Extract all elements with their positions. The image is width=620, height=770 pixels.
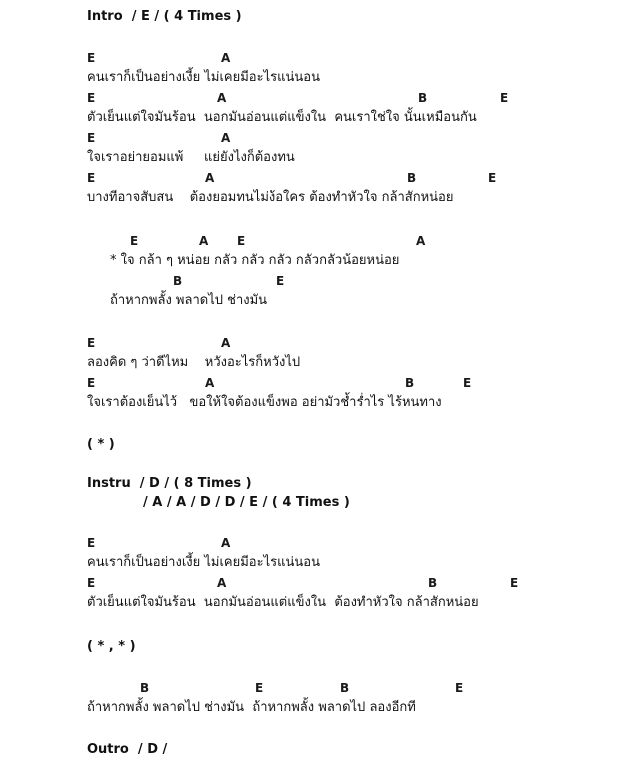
chord-symbol: E xyxy=(87,171,96,185)
lyric-line: * ใจ กล้า ๆ หน่อย กลัว กลัว กลัว กลัวกลัวน้อยหน่อย xyxy=(110,253,400,268)
chord-symbol: E xyxy=(87,536,96,550)
instrumental-progression: / A / A / D / D / E / ( 4 Times ) xyxy=(143,495,350,510)
chord-symbol: B xyxy=(428,576,438,590)
chord-symbol: B xyxy=(407,171,417,185)
chord-symbol: B xyxy=(405,376,415,390)
chord-symbol: A xyxy=(205,376,215,390)
chord-symbol: E xyxy=(500,91,509,105)
chord-symbol: A xyxy=(221,536,231,550)
lyric-line: ใจเราต้องเย็นไว้ ขอให้ใจต้องแข็งพอ อย่ามัวช้ำร่ำไร ไร้หนทาง xyxy=(87,395,442,410)
chord-symbol: A xyxy=(205,171,215,185)
chord-symbol: A xyxy=(217,576,227,590)
chord-symbol: E xyxy=(455,681,464,695)
chord-symbol: E xyxy=(87,51,96,65)
lyric-line: ใจเราอย่ายอมแพ้ แย่ยังไงก็ต้องทน xyxy=(87,150,295,165)
chord-symbol: A xyxy=(199,234,209,248)
outro-heading: Outro / D / xyxy=(87,742,168,757)
instrumental-heading: Instru / D / ( 8 Times ) xyxy=(87,476,252,491)
chord-symbol: A xyxy=(217,91,227,105)
chord-symbol: E xyxy=(255,681,264,695)
chord-symbol: A xyxy=(221,51,231,65)
chord-symbol: B xyxy=(140,681,150,695)
lyric-line: ลองคิด ๆ ว่าดีไหม หวังอะไรก็หวังไป xyxy=(87,355,301,370)
chord-symbol: A xyxy=(416,234,426,248)
chord-symbol: E xyxy=(87,131,96,145)
lyric-line: คนเราก็เป็นอย่างเงี้ย ไม่เคยมีอะไรแน่นอน xyxy=(87,555,320,570)
chord-symbol: E xyxy=(87,336,96,350)
chord-symbol: E xyxy=(488,171,497,185)
chord-symbol: E xyxy=(276,274,285,288)
chord-symbol: A xyxy=(221,131,231,145)
chord-symbol: E xyxy=(87,376,96,390)
repeat-chorus-twice-marker: ( * , * ) xyxy=(87,639,136,654)
lyric-line: ถ้าหากพลั้ง พลาดไป ช่างมัน ถ้าหากพลั้ง พลาดไป ลองอีกที xyxy=(87,700,416,715)
lyric-line: ตัวเย็นแต่ใจมันร้อน นอกมันอ่อนแต่แข็งใน ต้องทำหัวใจ กล้าสักหน่อย xyxy=(87,595,479,610)
chord-symbol: B xyxy=(173,274,183,288)
chord-symbol: B xyxy=(340,681,350,695)
chord-symbol: A xyxy=(221,336,231,350)
lyric-line: คนเราก็เป็นอย่างเงี้ย ไม่เคยมีอะไรแน่นอน xyxy=(87,70,320,85)
chord-symbol: E xyxy=(463,376,472,390)
chord-symbol: E xyxy=(130,234,139,248)
lyric-line: ถ้าหากพลั้ง พลาดไป ช่างมัน xyxy=(110,293,268,308)
chord-symbol: E xyxy=(510,576,519,590)
chord-symbol: E xyxy=(237,234,246,248)
lyric-line: บางทีอาจสับสน ต้องยอมทนไม่ง้อใคร ต้องทำหัวใจ กล้าสักหน่อย xyxy=(87,190,454,205)
chord-symbol: E xyxy=(87,91,96,105)
lyric-line: ตัวเย็นแต่ใจมันร้อน นอกมันอ่อนแต่แข็งใน คนเราใช่ใจ นั้นเหมือนกัน xyxy=(87,110,477,125)
intro-heading: Intro / E / ( 4 Times ) xyxy=(87,9,242,24)
chord-symbol: E xyxy=(87,576,96,590)
repeat-chorus-marker: ( * ) xyxy=(87,437,115,452)
chord-symbol: B xyxy=(418,91,428,105)
